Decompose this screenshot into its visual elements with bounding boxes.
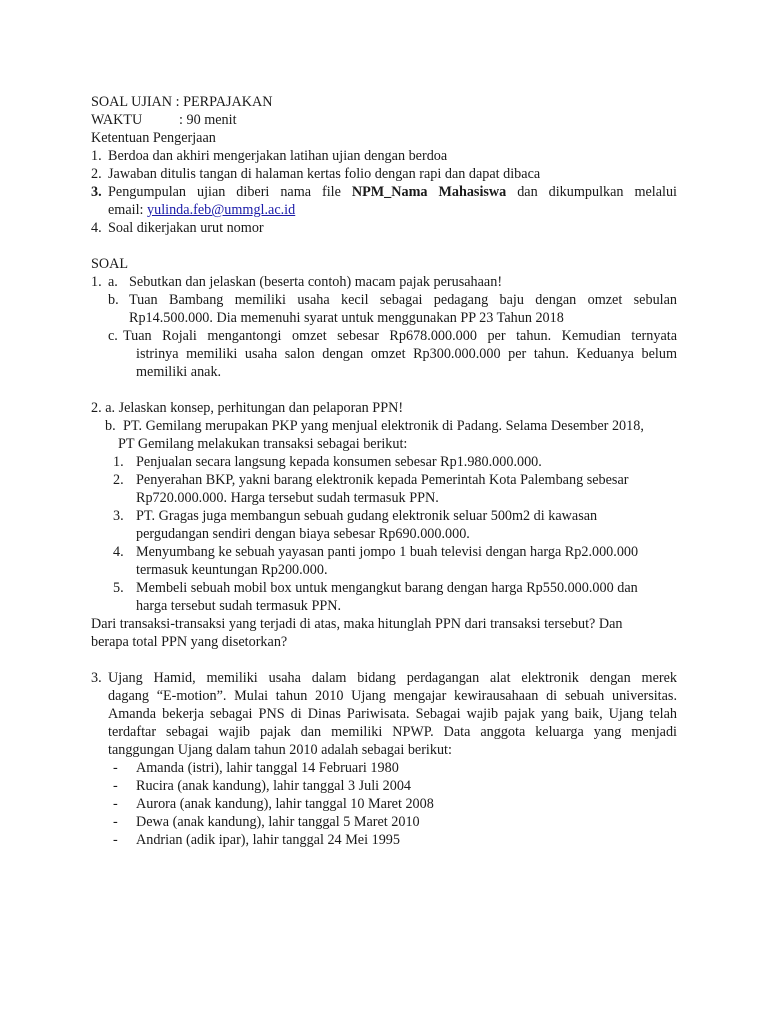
transaction-item <box>91 471 677 489</box>
transaction-text: termasuk keuntungan Rp200.000. <box>136 562 328 578</box>
transaction-number: 1. <box>113 454 124 470</box>
rule-number: 1. <box>91 148 102 164</box>
question-1c-cont <box>91 363 677 381</box>
sub-label: c. <box>108 328 118 344</box>
dash-bullet: - <box>113 760 118 776</box>
family-text: Rucira (anak kandung), lahir tanggal 3 Juli 2004 <box>136 778 412 794</box>
ketentuan-heading: Ketentuan Pengerjaan <box>91 130 216 146</box>
rule-text: Soal dikerjakan urut nomor <box>108 220 264 236</box>
rule-item <box>91 219 677 237</box>
question-text: Tuan Rojali mengantongi omzet sebesar Rp678.000.000 per tahun. Kemudian ternyata <box>123 328 677 344</box>
transaction-number: 5. <box>113 580 124 596</box>
rule-item <box>91 147 677 165</box>
question-text: Tuan Bambang memiliki usaha kecil sebagai pedagang baju dengan omzet sebulan <box>129 292 677 308</box>
family-text: Amanda (istri), lahir tanggal 14 Februari 1980 <box>136 760 399 776</box>
rule-number: 4. <box>91 220 102 236</box>
transaction-text: Rp720.000.000. Harga tersebut sudah termasuk PPN. <box>136 490 439 506</box>
rule-text: Pengumpulan ujian diberi nama file NPM_Nama Mahasiswa dan dikumpulkan melalui <box>108 184 677 200</box>
dash-bullet: - <box>113 796 118 812</box>
transaction-text: Membeli sebuah mobil box untuk mengangkut barang dengan harga Rp550.000.000 dan <box>136 580 638 596</box>
question-2-closing: berapa total PPN yang disetorkan? <box>91 634 288 650</box>
transaction-text: Penjualan secara langsung kepada konsumen sebesar Rp1.980.000.000. <box>136 454 542 470</box>
transaction-text: Menyumbang ke sebuah yayasan panti jompo 1 buah televisi dengan harga Rp2.000.000 <box>136 544 639 560</box>
sub-label: a. <box>108 274 118 290</box>
question-2-closing: Dari transaksi-transaksi yang terjadi di atas, maka hitunglah PPN dari transaksi tersebut? Dan <box>91 616 623 632</box>
sub-label: b. <box>105 418 116 434</box>
transaction-number: 2. <box>113 472 124 488</box>
question-text: Rp14.500.000. Dia memenuhi syarat untuk menggunakan PP 23 Tahun 2018 <box>129 310 564 326</box>
soal-heading: SOAL <box>91 256 129 272</box>
question-text: PT. Gemilang merupakan PKP yang menjual elektronik di Padang. Selama Desember 2018, <box>123 418 644 434</box>
exam-document <box>91 93 677 849</box>
family-item <box>91 795 677 813</box>
question-text: dagang “E-motion”. Mulai tahun 2010 Ujang mengajar kewirausahaan di sebuah universitas. <box>108 688 677 704</box>
rule-number: 2. <box>91 166 102 182</box>
question-text: Ujang Hamid, memiliki usaha dalam bidang perdagangan alat elektronik dengan merek <box>108 670 677 686</box>
family-text: Dewa (anak kandung), lahir tanggal 5 Maret 2010 <box>136 814 420 830</box>
waktu-label: WAKTU <box>91 112 143 128</box>
dash-bullet: - <box>113 832 118 848</box>
rule-number: 3. <box>91 184 102 200</box>
question-number: 3. <box>91 670 102 686</box>
file-name-format: NPM_Nama Mahasiswa <box>351 184 507 200</box>
question-1b <box>91 291 677 309</box>
question-text: Sebutkan dan jelaskan (beserta contoh) macam pajak perusahaan! <box>129 274 503 290</box>
transaction-text: harga tersebut sudah termasuk PPN. <box>136 598 342 614</box>
question-1b-cont <box>91 309 677 327</box>
question-1a <box>91 273 677 291</box>
question-3 <box>91 669 677 687</box>
family-text: Andrian (adik ipar), lahir tanggal 24 Mei 1995 <box>136 832 400 848</box>
waktu-line <box>91 111 677 129</box>
rule-email-line: email: yulinda.feb@ummgl.ac.id <box>108 202 296 218</box>
transaction-text: Penyerahan BKP, yakni barang elektronik kepada Pemerintah Kota Palembang sebesar <box>136 472 629 488</box>
question-text: memiliki anak. <box>136 364 222 380</box>
transaction-item <box>91 579 677 597</box>
question-text: istrinya memiliki usaha salon dengan omzet Rp300.000.000 per tahun. Keduanya belum <box>136 346 677 362</box>
transaction-number: 4. <box>113 544 124 560</box>
transaction-text: pergudangan sendiri dengan biaya sebesar Rp690.000.000. <box>136 526 470 542</box>
question-text: terdaftar sebagai wajib pajak dan memiliki NPWP. Data anggota keluarga yang menjadi <box>108 724 677 740</box>
dash-bullet: - <box>113 814 118 830</box>
family-item <box>91 831 677 849</box>
rule-text: Jawaban ditulis tangan di halaman kertas folio dengan rapi dan dapat dibaca <box>108 166 541 182</box>
question-text: tanggungan Ujang dalam tahun 2010 adalah sebagai berikut: <box>108 742 452 758</box>
question-2b <box>91 417 677 435</box>
waktu-value: : 90 menit <box>179 112 237 128</box>
transaction-item <box>91 507 677 525</box>
exam-title: SOAL UJIAN : PERPAJAKAN <box>91 94 273 110</box>
dash-bullet: - <box>113 778 118 794</box>
transaction-item <box>91 543 677 561</box>
question-number: 1. <box>91 274 102 290</box>
rule-item <box>91 165 677 183</box>
question-text: PT Gemilang melakukan transaksi sebagai berikut: <box>118 436 408 452</box>
transaction-item <box>91 453 677 471</box>
question-1c <box>91 327 677 345</box>
transaction-text: PT. Gragas juga membangun sebuah gudang elektronik seluar 500m2 di kawasan <box>136 508 598 524</box>
question-text: Amanda bekerja sebagai PNS di Dinas Pariwisata. Sebagai wajib pajak yang baik, Ujang telah <box>108 706 677 722</box>
question-2b-cont <box>91 435 677 453</box>
rule-item <box>91 183 677 201</box>
family-item <box>91 759 677 777</box>
transaction-number: 3. <box>113 508 124 524</box>
rule-text: Berdoa dan akhiri mengerjakan latihan ujian dengan berdoa <box>108 148 448 164</box>
question-1c-cont <box>91 345 677 363</box>
sub-label: b. <box>108 292 119 308</box>
family-item <box>91 813 677 831</box>
family-text: Aurora (anak kandung), lahir tanggal 10 Maret 2008 <box>136 796 434 812</box>
question-2a: 2. a. Jelaskan konsep, perhitungan dan pelaporan PPN! <box>91 400 404 416</box>
email-link[interactable]: yulinda.feb@ummgl.ac.id <box>147 202 296 218</box>
family-item <box>91 777 677 795</box>
